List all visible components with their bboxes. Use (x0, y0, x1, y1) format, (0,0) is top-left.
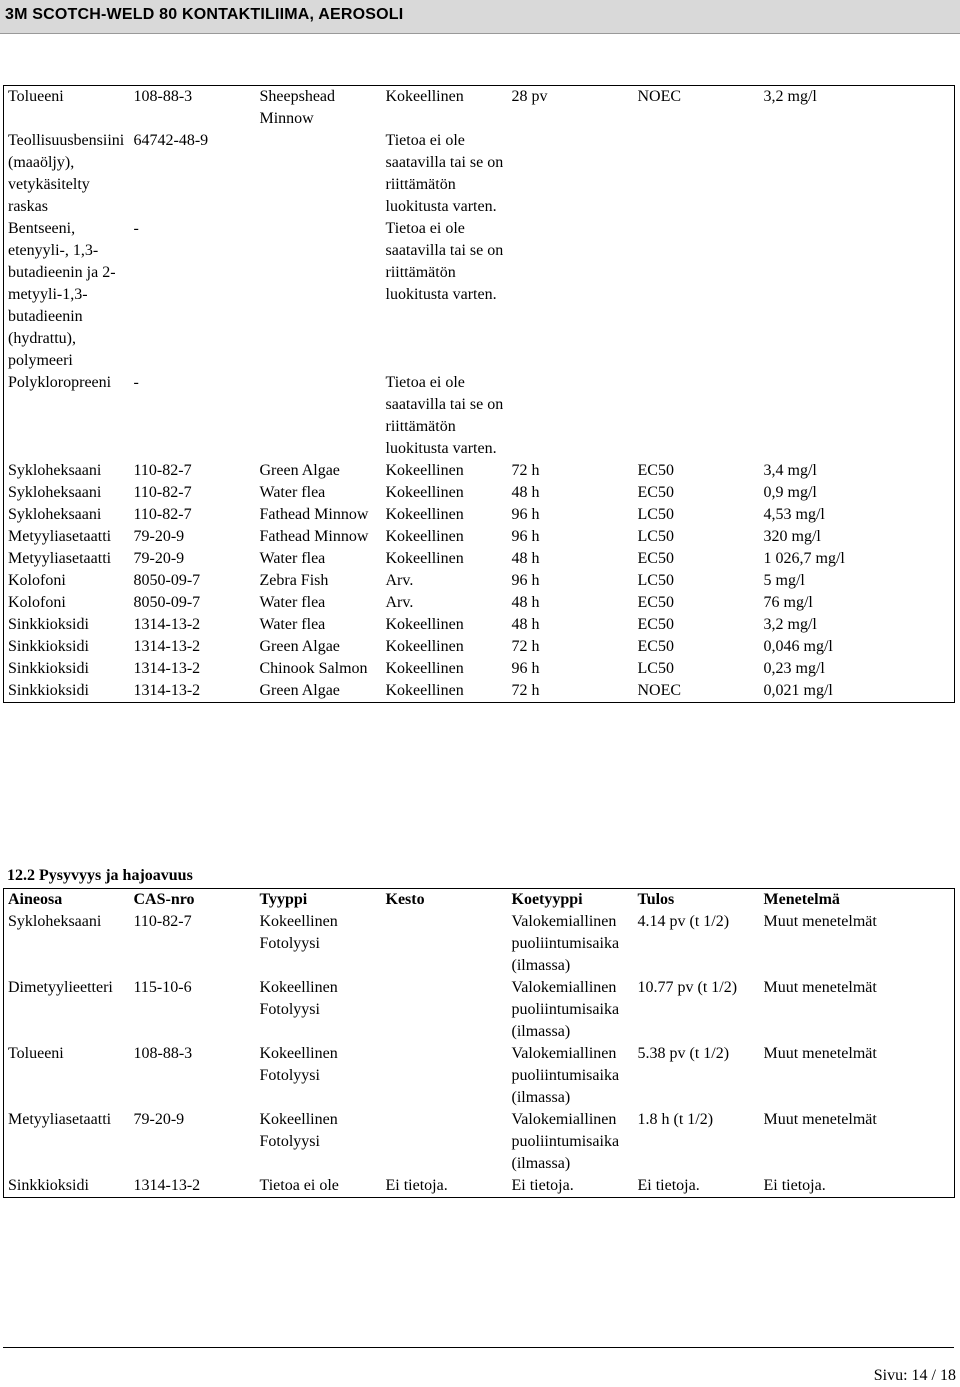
table-cell: 72 h (511, 462, 540, 479)
table-cell (760, 218, 955, 372)
table-cell: Muut menetelmät (763, 1045, 877, 1062)
table-cell: Muut menetelmät (763, 979, 877, 996)
table-row (4, 482, 955, 504)
table-cell: Valokemiallinen puoliintumisaika (ilmassa) (511, 979, 620, 1040)
table-cell: EC50 (637, 616, 674, 633)
table-cell: 48 h (511, 484, 540, 501)
table-cell: 76 mg/l (763, 594, 813, 611)
table-cell: NOEC (637, 682, 682, 699)
table-cell (760, 372, 955, 460)
table-cell: 10.77 pv (t 1/2) (637, 979, 738, 996)
table-cell: Sinkkioksidi (8, 660, 89, 677)
table-cell: Bentseeni, etenyyli-, 1,3-butadieenin ja 2-metyyli-1,3-butadieenin (hydrattu), polymeeri (8, 220, 116, 369)
table-header-row (4, 889, 955, 912)
table-cell: 1.8 h (t 1/2) (637, 1111, 714, 1128)
table-cell: Fathead Minnow (259, 528, 369, 545)
table-cell: Tietoa ei ole (259, 1177, 339, 1194)
table-cell: 96 h (511, 528, 540, 545)
table-row (4, 218, 955, 372)
table-cell: Sinkkioksidi (8, 682, 89, 699)
table-row (4, 86, 955, 131)
column-header: CAS-nro (133, 891, 195, 908)
table-cell: Green Algae (259, 682, 340, 699)
table-cell: 4.14 pv (t 1/2) (637, 913, 730, 930)
table-cell: Polykloropreeni (8, 374, 112, 391)
table-cell: Ei tietoja. (637, 1177, 700, 1194)
table-cell: Kokeellinen (385, 528, 464, 545)
table-cell: EC50 (637, 594, 674, 611)
table-cell: 115-10-6 (133, 979, 192, 996)
table-cell: Sinkkioksidi (8, 1177, 89, 1194)
column-header: Tulos (637, 891, 675, 908)
table-cell: Arv. (385, 572, 414, 589)
table-cell: LC50 (637, 506, 674, 523)
document-header (0, 0, 960, 34)
column-header: Kesto (385, 891, 425, 908)
table-cell: Tolueeni (8, 1045, 64, 1062)
table-cell: 110-82-7 (133, 462, 192, 479)
table-cell: Water flea (259, 594, 326, 611)
table-cell: 1314-13-2 (133, 638, 201, 655)
table-cell: Kolofoni (8, 572, 66, 589)
table-cell: 1314-13-2 (133, 682, 201, 699)
table-cell: LC50 (637, 660, 674, 677)
table-cell: 79-20-9 (133, 528, 185, 545)
table-cell: Muut menetelmät (763, 913, 877, 930)
table-cell: Metyyliasetaatti (8, 550, 112, 567)
column-header: Tyyppi (259, 891, 308, 908)
table-cell: Zebra Fish (259, 572, 329, 589)
table-cell: Valokemiallinen puoliintumisaika (ilmassa) (511, 1111, 620, 1172)
table-cell: - (133, 220, 139, 237)
table-cell: Kokeellinen (385, 682, 464, 699)
table-cell: LC50 (637, 528, 674, 545)
table-cell: Water flea (259, 616, 326, 633)
table-cell: Kokeellinen (385, 638, 464, 655)
table-cell: EC50 (637, 484, 674, 501)
table-cell: NOEC (637, 88, 682, 105)
table-row (4, 614, 955, 636)
persistence-section-title: 12.2 Pysyvyys ja hajoavuus (7, 867, 193, 884)
table-cell: 48 h (511, 550, 540, 567)
table-cell: 96 h (511, 506, 540, 523)
table-cell: Kokeellinen Fotolyysi (259, 979, 338, 1018)
column-header: Aineosa (8, 891, 63, 908)
table-cell: Sinkkioksidi (8, 616, 89, 633)
table-cell: 0,9 mg/l (763, 484, 817, 501)
table-cell: Ei tietoja. (385, 1177, 448, 1194)
table-cell: Teollisuusbensiini (maaöljy), vetykäsitelty raskas (8, 132, 125, 215)
table-cell: 8050-09-7 (133, 572, 201, 589)
table-cell: Tietoa ei ole saatavilla tai se on riittämätön luokitusta varten. (385, 132, 504, 215)
table-cell: 110-82-7 (133, 506, 192, 523)
document-title: 3M SCOTCH-WELD 80 KONTAKTILIIMA, AEROSOLI (5, 6, 404, 23)
table-cell: 28 pv (511, 88, 548, 105)
page-number: Sivu: 14 / 18 (873, 1367, 956, 1384)
table-row (4, 504, 955, 526)
table-row (4, 1043, 955, 1109)
table-cell: Kokeellinen (385, 660, 464, 677)
persistence-table (3, 888, 955, 1198)
table-cell: Tietoa ei ole saatavilla tai se on riittämätön luokitusta varten. (385, 220, 504, 303)
table-row (4, 977, 955, 1043)
table-cell: 72 h (511, 638, 540, 655)
table-cell: LC50 (637, 572, 674, 589)
table-cell: Ei tietoja. (763, 1177, 826, 1194)
table-cell: Kokeellinen (385, 462, 464, 479)
table-row (4, 570, 955, 592)
table-row (4, 680, 955, 703)
table-cell: Kokeellinen (385, 88, 464, 105)
table-cell: 110-82-7 (133, 913, 192, 930)
table-cell: - (133, 374, 139, 391)
table-cell (256, 218, 382, 372)
table-cell: 96 h (511, 572, 540, 589)
table-cell: 48 h (511, 616, 540, 633)
table-cell: Sykloheksaani (8, 913, 102, 930)
table-row (4, 592, 955, 614)
table-cell: Metyyliasetaatti (8, 528, 112, 545)
table-cell: 1314-13-2 (133, 1177, 201, 1194)
column-header: Menetelmä (763, 891, 840, 908)
table-cell: 3,4 mg/l (763, 462, 817, 479)
table-cell: 96 h (511, 660, 540, 677)
table-cell: 1314-13-2 (133, 616, 201, 633)
table-cell: Dimetyylieetteri (8, 979, 113, 996)
table-cell (382, 1109, 508, 1175)
table-cell: EC50 (637, 550, 674, 567)
table-row (4, 548, 955, 570)
table-row (4, 636, 955, 658)
table-cell: Valokemiallinen puoliintumisaika (ilmassa) (511, 913, 620, 974)
table-cell: Green Algae (259, 638, 340, 655)
table-cell: Water flea (259, 484, 326, 501)
table-row (4, 1109, 955, 1175)
table-cell: Arv. (385, 594, 414, 611)
table-cell (508, 130, 634, 218)
table-cell (256, 130, 382, 218)
table-cell: 4,53 mg/l (763, 506, 825, 523)
table-cell: Tietoa ei ole saatavilla tai se on riittämätön luokitusta varten. (385, 374, 504, 457)
table-cell: EC50 (637, 462, 674, 479)
table-cell: Kokeellinen Fotolyysi (259, 1111, 338, 1150)
table-cell: 108-88-3 (133, 1045, 193, 1062)
table-cell: 0,021 mg/l (763, 682, 833, 699)
table-cell: 320 mg/l (763, 528, 821, 545)
table-cell: 8050-09-7 (133, 594, 201, 611)
table-cell: Fathead Minnow (259, 506, 369, 523)
table-cell: 5 mg/l (763, 572, 805, 589)
table-cell: 1314-13-2 (133, 660, 201, 677)
table-cell: 64742-48-9 (133, 132, 209, 149)
table-cell: 108-88-3 (133, 88, 193, 105)
table-cell: 79-20-9 (133, 1111, 185, 1128)
table-cell (508, 218, 634, 372)
table-cell (634, 130, 760, 218)
table-row (4, 460, 955, 482)
table-cell (634, 218, 760, 372)
table-row (4, 526, 955, 548)
table-cell (382, 1043, 508, 1109)
table-cell: Kokeellinen Fotolyysi (259, 913, 338, 952)
table-cell: Sykloheksaani (8, 506, 102, 523)
table-cell: Sykloheksaani (8, 484, 102, 501)
table-row (4, 911, 955, 977)
footer-divider (3, 1347, 954, 1348)
table-cell (760, 130, 955, 218)
ecotoxicity-table (3, 85, 955, 703)
table-cell: 48 h (511, 594, 540, 611)
table-cell: 79-20-9 (133, 550, 185, 567)
table-cell: 3,2 mg/l (763, 616, 817, 633)
table-cell: 110-82-7 (133, 484, 192, 501)
table-cell: Sheepshead Minnow (259, 88, 336, 127)
table-row (4, 130, 955, 218)
table-cell: EC50 (637, 638, 674, 655)
table-cell: Tolueeni (8, 88, 64, 105)
table-cell (256, 372, 382, 460)
table-cell (382, 977, 508, 1043)
table-cell (634, 372, 760, 460)
table-row (4, 658, 955, 680)
table-cell: Water flea (259, 550, 326, 567)
table-cell: Sykloheksaani (8, 462, 102, 479)
table-cell: Kokeellinen (385, 484, 464, 501)
table-cell: 1 026,7 mg/l (763, 550, 845, 567)
table-row (4, 372, 955, 460)
table-cell: 3,2 mg/l (763, 88, 817, 105)
table-cell (508, 372, 634, 460)
table-cell: Chinook Salmon (259, 660, 368, 677)
table-cell: 72 h (511, 682, 540, 699)
table-cell: Kokeellinen (385, 550, 464, 567)
table-cell: Metyyliasetaatti (8, 1111, 112, 1128)
table-cell: Kolofoni (8, 594, 66, 611)
table-cell: Kokeellinen (385, 616, 464, 633)
table-cell: Sinkkioksidi (8, 638, 89, 655)
column-header: Koetyyppi (511, 891, 583, 908)
table-cell: Ei tietoja. (511, 1177, 574, 1194)
table-cell: 5.38 pv (t 1/2) (637, 1045, 730, 1062)
table-cell: 0,046 mg/l (763, 638, 833, 655)
table-cell: Valokemiallinen puoliintumisaika (ilmassa) (511, 1045, 620, 1106)
table-cell (382, 911, 508, 977)
table-cell: Kokeellinen (385, 506, 464, 523)
table-cell: Muut menetelmät (763, 1111, 877, 1128)
table-cell: 0,23 mg/l (763, 660, 825, 677)
table-row (4, 1175, 955, 1198)
table-cell: Kokeellinen Fotolyysi (259, 1045, 338, 1084)
table-cell: Green Algae (259, 462, 340, 479)
